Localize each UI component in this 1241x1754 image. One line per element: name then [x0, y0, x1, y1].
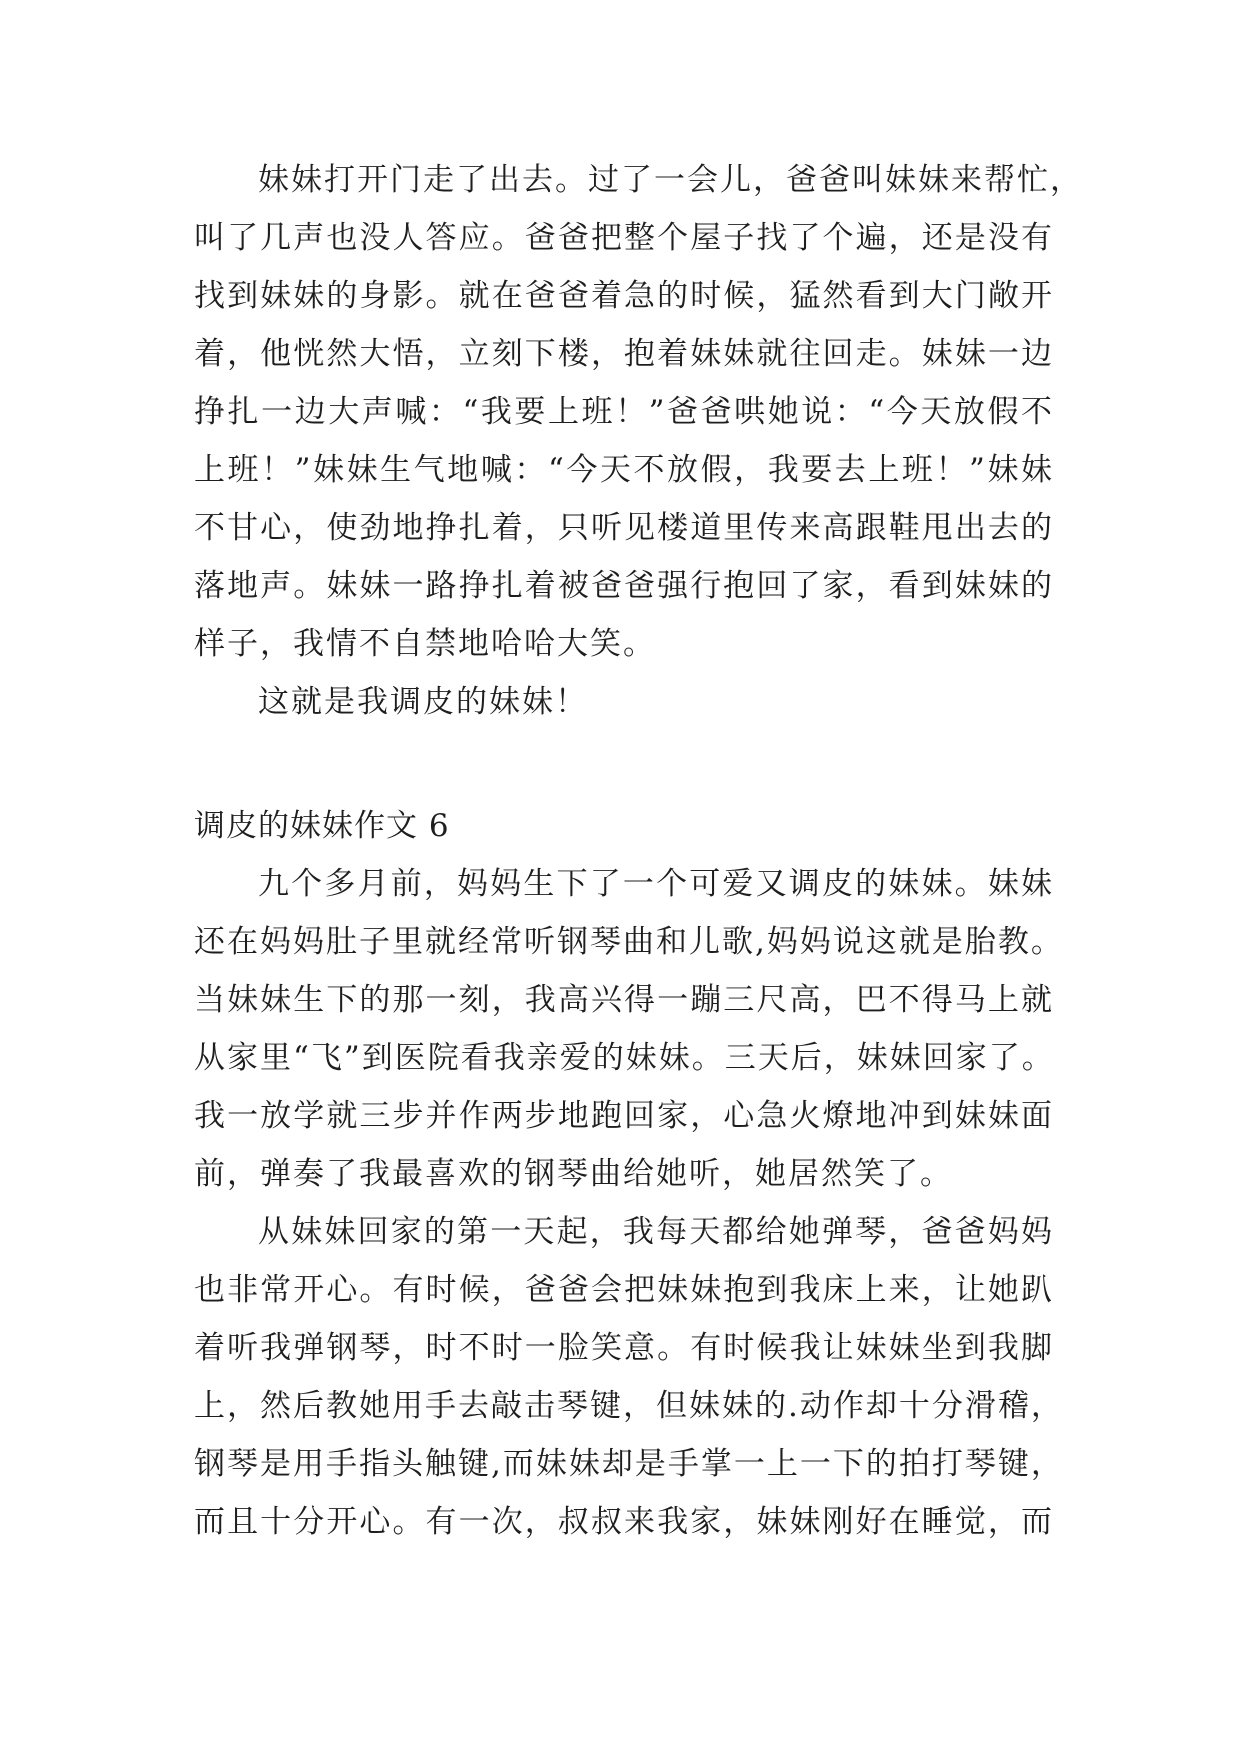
text-line: 从家里“飞”到医院看我亲爱的妹妹。三天后，妹妹回家了。: [194, 1040, 1055, 1076]
text-line: 我一放学就三步并作两步地跑回家，心急火燎地冲到妹妹面: [194, 1098, 1054, 1134]
closing-line: 这就是我调皮的妹妹！: [258, 684, 588, 720]
text-line: 也非常开心。有时候，爸爸会把妹妹抱到我床上来，让她趴: [194, 1272, 1054, 1308]
text-line: 而且十分开心。有一次，叔叔来我家，妹妹刚好在睡觉，而: [194, 1504, 1054, 1540]
text-line: 当妹妹生下的那一刻，我高兴得一蹦三尺高，巴不得马上就: [194, 982, 1054, 1018]
text-line: 上，然后教她用手去敲击琴键，但妹妹的.动作却十分滑稽，: [194, 1388, 1064, 1424]
text-line: 不甘心，使劲地挣扎着，只听见楼道里传来高跟鞋甩出去的: [194, 510, 1054, 546]
text-line: 叫了几声也没人答应。爸爸把整个屋子找了个遍，还是没有: [194, 220, 1054, 256]
text-line: 还在妈妈肚子里就经常听钢琴曲和儿歌,妈妈说这就是胎教。: [194, 924, 1064, 960]
text-line: 从妹妹回家的第一天起，我每天都给她弹琴，爸爸妈妈: [258, 1214, 1054, 1250]
text-line: 挣扎一边大声喊：“我要上班！”爸爸哄她说：“今天放假不: [194, 394, 1054, 430]
text-line: 九个多月前，妈妈生下了一个可爱又调皮的妹妹。妹妹: [258, 866, 1054, 902]
text-line: 妹妹打开门走了出去。过了一会儿，爸爸叫妹妹来帮忙，: [258, 162, 1083, 198]
text-line: 样子，我情不自禁地哈哈大笑。: [194, 626, 656, 662]
text-line: 着，他恍然大悟，立刻下楼，抱着妹妹就往回走。妹妹一边: [194, 336, 1054, 372]
section-heading: 调皮的妹妹作文 6: [194, 808, 450, 844]
text-line: 落地声。妹妹一路挣扎着被爸爸强行抱回了家，看到妹妹的: [194, 568, 1054, 604]
text-line: 前，弹奏了我最喜欢的钢琴曲给她听，她居然笑了。: [194, 1156, 953, 1192]
text-line: 钢琴是用手指头触键,而妹妹却是手掌一上一下的拍打琴键，: [194, 1446, 1064, 1482]
text-line: 上班！”妹妹生气地喊：“今天不放假，我要去上班！”妹妹: [194, 452, 1054, 488]
text-line: 找到妹妹的身影。就在爸爸着急的时候，猛然看到大门敞开: [194, 278, 1054, 314]
text-line: 着听我弹钢琴，时不时一脸笑意。有时候我让妹妹坐到我脚: [194, 1330, 1054, 1366]
